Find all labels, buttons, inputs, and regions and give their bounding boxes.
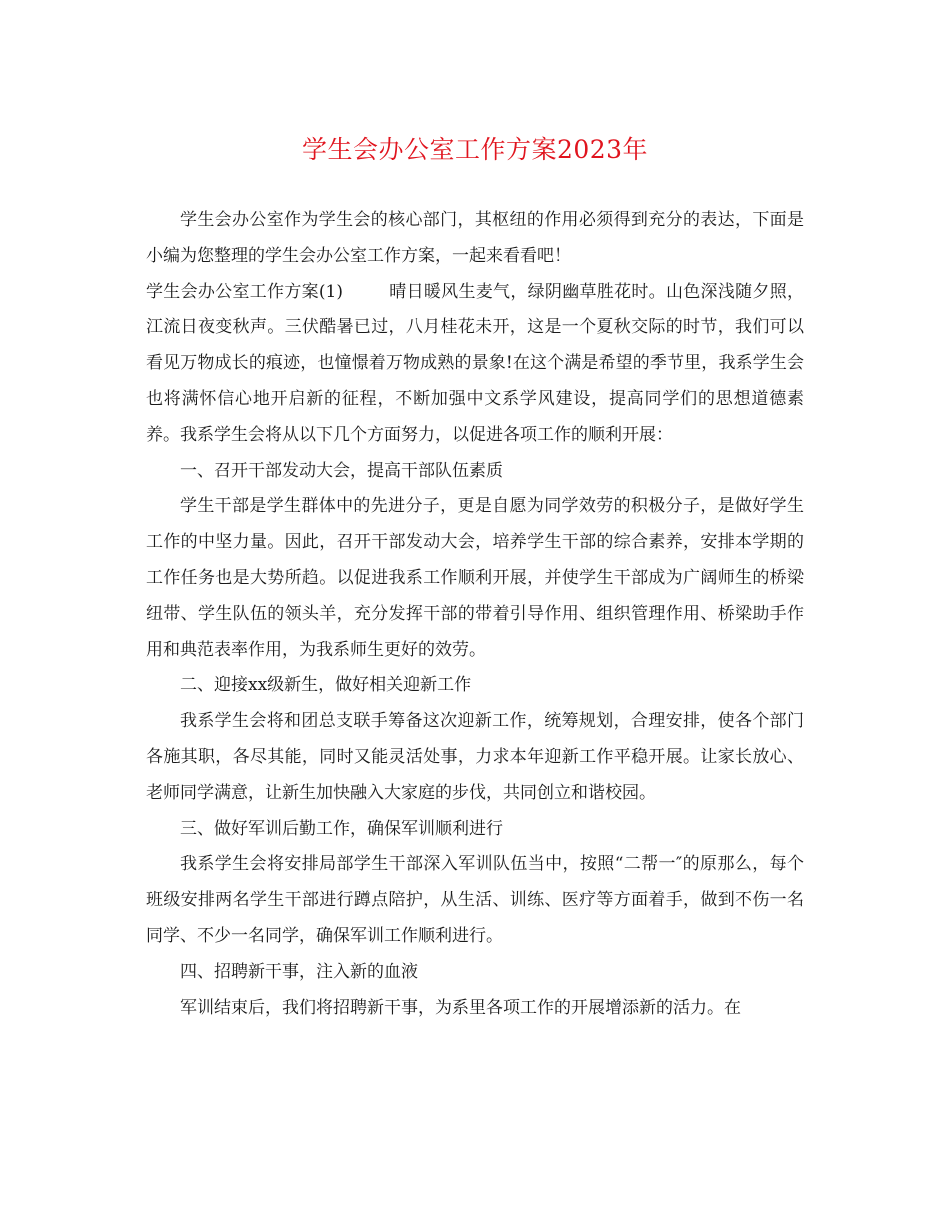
- section-heading-4: 四、招聘新干事，注入新的血液: [180, 961, 418, 982]
- intro-paragraph: 学生会办公室作为学生会的核心部门，其枢纽的作用必须得到充分的表达，下面是小编为您整理的学生会办公室工作方案，一起来看看吧！: [146, 210, 804, 266]
- section-body-2: 我系学生会将和团总支联手筹备这次迎新工作，统筹规划，合理安排，使各个部门各施其职，各尽其能，同时又能灵活处事，力求本年迎新工作平稳开展。让家长放心、老师同学满意，让新生加快融入大家庭的步伐，共同创立和谐校园。: [146, 711, 804, 803]
- plan-label: 学生会办公室工作方案(1): [146, 281, 343, 302]
- section-body-3: 我系学生会将安排局部学生干部深入军训队伍当中，按照“二帮一″的原那么，每个班级安排两名学生干部进行蹲点陪护，从生活、训练、医疗等方面着手，做到不伤一名同学、不少一名同学，确保军训工作顺利进行。: [146, 854, 804, 946]
- plan-paragraph: [146, 275, 804, 454]
- section-heading-2: 二、迎接xx级新生，做好相关迎新工作: [180, 675, 472, 696]
- section-body-1: 学生干部是学生群体中的先进分子，更是自愿为同学效劳的积极分子，是做好学生工作的中坚力量。因此，召开干部发动大会，培养学生干部的综合素养，安排本学期的工作任务也是大势所趋。以促进我系工作顺利开展，并使学生干部成为广阔师生的桥梁纽带、学生队伍的领头羊，充分发挥干部的带着引导作用、组织管理作用、桥梁助手作用和典范表率作用，为我系师生更好的效劳。: [146, 496, 804, 660]
- section-body-4: 军训结束后，我们将招聘新干事，为系里各项工作的开展增添新的活力。在: [180, 997, 741, 1018]
- document-body: [146, 203, 804, 1026]
- section-heading-3: 三、做好军训后勤工作，确保军训顺利进行: [180, 818, 503, 839]
- document-title: 学生会办公室工作方案2023年: [301, 135, 649, 164]
- section-heading-1: 一、召开干部发动大会，提高干部队伍素质: [180, 460, 503, 481]
- plan-opening: 晴日暖风生麦气，绿阴幽草胜花时。山色深浅随夕照，江流日夜变秋声。三伏酷暑已过，八月桂花未开，这是一个夏秋交际的时节，我们可以看见万物成长的痕迹，也憧憬着万物成熟的景象!在这个满是希望的季节里，我系学生会也将满怀信心地开启新的征程，不断加强中文系学风建设，提高同学们的思想道德素养。我系学生会将从以下几个方面努力，以促进各项工作的顺利开展：: [146, 281, 804, 445]
